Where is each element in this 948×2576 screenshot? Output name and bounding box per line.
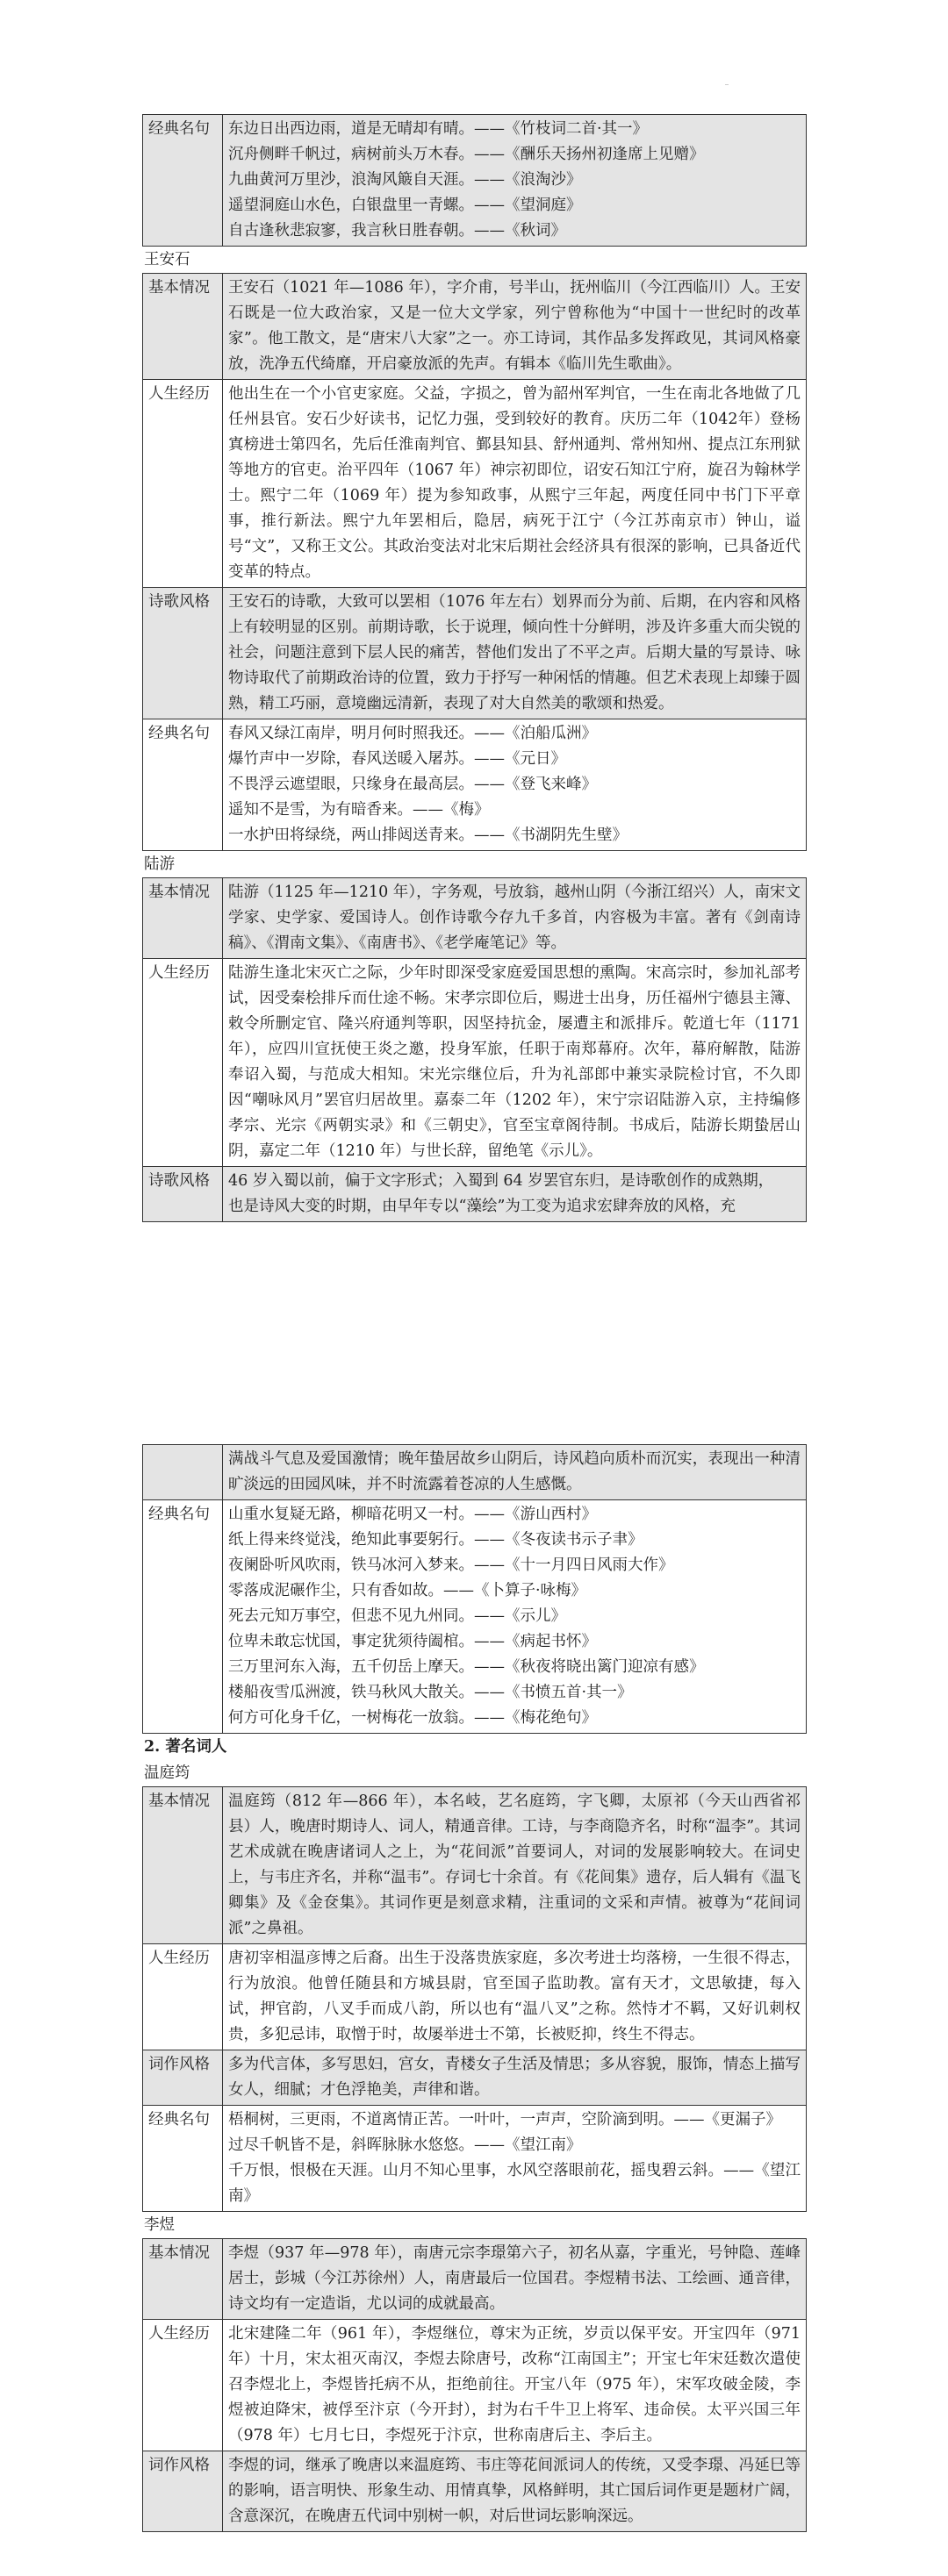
classic-line: 自古逢秋悲寂寥，我言秋日胜春朝。——《秋词》 xyxy=(228,222,566,240)
classic-line: 春风又绿江南岸，明月何时照我还。——《泊船瓜洲》 xyxy=(228,725,597,742)
table-row xyxy=(143,1445,807,1500)
page-mark xyxy=(725,84,729,85)
row-label: 基本情况 xyxy=(143,274,223,380)
classic-line: 遥知不是雪，为有暗香来。——《梅》 xyxy=(228,801,490,819)
document-page-2 xyxy=(0,1288,948,2576)
row-label: 基本情况 xyxy=(143,2239,223,2320)
row-text: 王安石（1021 年—1086 年），字介甫，号半山，抚州临川（今江西临川）人。王安石既是一位大政治家，又是一位大文学家，列宁曾称他为“中国十一世纪时的改革家”。他工散文，是“唐宋八大家”之一。亦工诗词，其作品多发挥政见，其词风格豪放，洗净五代绮靡，开启豪放派的先声。有辑本《临川先生歌曲》。 xyxy=(223,274,807,380)
page-2-content xyxy=(142,1444,807,2532)
row-label: 人生经历 xyxy=(143,380,223,588)
table-row xyxy=(143,959,807,1167)
table-row xyxy=(143,115,807,247)
classic-line: 位卑未敢忘忧国，事定犹须待阖棺。——《病起书怀》 xyxy=(228,1633,597,1650)
table-row xyxy=(143,588,807,719)
row-label: 词作风格 xyxy=(143,2451,223,2532)
classic-line: 纸上得来终觉浅，绝知此事要躬行。——《冬夜读书示子聿》 xyxy=(228,1531,643,1549)
text-line: 也是诗风大变的时期，由早年专以“藻绘”为工变为追求宏肆奔放的风格，充 xyxy=(228,1198,736,1215)
table-row xyxy=(143,2106,807,2212)
table-row xyxy=(143,719,807,851)
classic-lines xyxy=(223,115,807,247)
table-row xyxy=(143,1167,807,1222)
table-row xyxy=(143,2050,807,2106)
table-row xyxy=(143,380,807,588)
table-row xyxy=(143,2451,807,2532)
lu-you-table-continued xyxy=(142,1444,807,1734)
row-label: 经典名句 xyxy=(143,1500,223,1734)
wang-anshi-table xyxy=(142,273,807,851)
lu-you-table xyxy=(142,877,807,1222)
table-row xyxy=(143,1944,807,2050)
page-1-content xyxy=(142,114,807,1222)
classic-line: 梧桐树，三更雨，不道离情正苦。一叶叶，一声声，空阶滴到明。——《更漏子》 xyxy=(228,2111,781,2129)
classic-lines xyxy=(223,1167,807,1222)
table-row xyxy=(143,2320,807,2451)
person-heading-wang-anshi: 王安石 xyxy=(144,251,190,268)
row-label: 人生经历 xyxy=(143,1944,223,2050)
row-text: 多为代言体，多写思妇，宫女，青楼女子生活及情思；多从容貌，服饰，情态上描写女人，细腻；才色浮艳美，声律和谐。 xyxy=(223,2050,807,2106)
row-text: 陆游生逢北宋灭亡之际，少年时即深受家庭爱国思想的熏陶。宋高宗时，参加礼部考试，因受秦桧排斥而仕途不畅。宋孝宗即位后，赐进士出身，历任福州宁德县主簿、敕令所删定官、隆兴府通判等职，因坚持抗金，屡遭主和派排斥。乾道七年（1171 年），应四川宣抚使王炎之邀，投身军旅，任职于南郑幕府。次年，幕府解散，陆游奉诏入蜀，与范成大相知。宋光宗继位后，升为礼部郎中兼实录院检讨官，不久即因“嘲咏风月”罢官归居故里。嘉泰二年（1202 年），宋宁宗诏陆游入京，主持编修孝宗、光宗《两朝实录》和《三朝史》，官至宝章阁待制。书成后，陆游长期蛰居山阴，嘉定二年（1210 年）与世长辞，留绝笔《示儿》。 xyxy=(223,959,807,1167)
row-text: 王安石的诗歌，大致可以罢相（1076 年左右）划界而分为前、后期，在内容和风格上有较明显的区别。前期诗歌，长于说理，倾向性十分鲜明，涉及许多重大而尖锐的社会，问题注意到下层人民的痛苦，替他们发出了不平之声。后期大量的写景诗、咏物诗取代了前期政治诗的位置，致力于抒写一种闲恬的情趣。但艺术表现上却臻于圆熟，精工巧丽，意境幽远清新，表现了对大自然美的歌颂和热爱。 xyxy=(223,588,807,719)
classic-line: 夜阑卧听风吹雨，铁马冰河入梦来。——《十一月四日风雨大作》 xyxy=(228,1556,674,1574)
row-text: 满战斗气息及爱国激情；晚年蛰居故乡山阴后，诗风趋向质朴而沉实，表现出一种清旷淡远的田园风味，并不时流露着苍凉的人生感慨。 xyxy=(223,1445,807,1500)
row-label: 经典名句 xyxy=(143,719,223,851)
classic-line: 何方可化身千亿，一树梅花一放翁。——《梅花绝句》 xyxy=(228,1709,597,1727)
classic-line: 楼船夜雪瓜洲渡，铁马秋风大散关。——《书愤五首·其一》 xyxy=(228,1684,633,1701)
row-label: 诗歌风格 xyxy=(143,588,223,719)
row-text: 北宋建隆二年（961 年），李煜继位，尊宋为正统，岁贡以保平安。开宝四年（971 年）十月，宋太祖灭南汉，李煜去除唐号，改称“江南国主”；开宝七年宋廷数次遣使召李煜北上，李煜皆托病不从，拒绝前往。开宝八年（975 年），宋军攻破金陵，李煜被迫降宋，被俘至汴京（今开封），封为右千牛卫上将军、违命侯。太平兴国三年（978 年）七月七日，李煜死于汴京，世称南唐后主、李后主。 xyxy=(223,2320,807,2451)
classic-line: 东边日出西边雨，道是无晴却有晴。——《竹枝词二首·其一》 xyxy=(228,120,649,138)
classic-line: 死去元知万事空，但悲不见九州同。——《示儿》 xyxy=(228,1607,566,1625)
row-label: 人生经历 xyxy=(143,2320,223,2451)
text-line: 46 岁入蜀以前，偏于文字形式；入蜀到 64 岁罢官东归，是诗歌创作的成熟期， xyxy=(228,1172,774,1190)
classic-lines xyxy=(223,719,807,851)
classic-line: 零落成泥碾作尘，只有香如故。——《卜算子·咏梅》 xyxy=(228,1582,587,1599)
table-row xyxy=(143,1787,807,1944)
row-label: 诗歌风格 xyxy=(143,1167,223,1222)
classic-line: 三万里河东入海，五千仞岳上摩天。——《秋夜将晓出篱门迎凉有感》 xyxy=(228,1658,705,1676)
section-title-famous-ci-poets: 2. 著名词人 xyxy=(144,1738,227,1756)
row-label: 经典名句 xyxy=(143,2106,223,2212)
classic-line: 爆竹声中一岁除，春风送暖入屠苏。——《元日》 xyxy=(228,750,566,768)
classic-line: 九曲黄河万里沙，浪淘风簸自天涯。——《浪淘沙》 xyxy=(228,171,582,189)
classic-line: 山重水复疑无路，柳暗花明又一村。——《游山西村》 xyxy=(228,1506,597,1523)
su-shi-table-continued xyxy=(142,114,807,247)
row-text: 李煜（937 年—978 年），南唐元宗李璟第六子，初名从嘉，字重光，号钟隐、莲峰居士，彭城（今江苏徐州）人，南唐最后一位国君。李煜精书法、工绘画、通音律，诗文均有一定造诣，尤以词的成就最高。 xyxy=(223,2239,807,2320)
table-row xyxy=(143,878,807,959)
row-text: 他出生在一个小官吏家庭。父益，字损之，曾为韶州军判官，一生在南北各地做了几任州县官。安石少好读书，记忆力强，受到较好的教育。庆历二年（1042年）登杨寘榜进士第四名，先后任淮南判官、鄞县知县、舒州通判、常州知州、提点江东刑狱等地方的官吏。治平四年（1067 年）神宗初即位，诏安石知江宁府，旋召为翰林学士。熙宁二年（1069 年）提为参知政事，从熙宁三年起，两度任同中书门下平章事，推行新法。熙宁九年罢相后，隐居，病死于江宁（今江苏南京市）钟山，谥号“文”，又称王文公。其政治变法对北宋后期社会经济具有很深的影响，已具备近代变革的特点。 xyxy=(223,380,807,588)
person-heading-wen-tingyun: 温庭筠 xyxy=(144,1764,190,1782)
wen-tingyun-table xyxy=(142,1786,807,2212)
person-heading-lu-you: 陆游 xyxy=(144,855,175,873)
row-label: 词作风格 xyxy=(143,2050,223,2106)
row-text: 李煜的词，继承了晚唐以来温庭筠、韦庄等花间派词人的传统，又受李璟、冯延巳等的影响，语言明快、形象生动、用情真挚，风格鲜明，其亡国后词作更是题材广阔，含意深沉，在晚唐五代词中别树一帜，对后世词坛影响深远。 xyxy=(223,2451,807,2532)
row-text: 陆游（1125 年—1210 年），字务观，号放翁，越州山阴（今浙江绍兴）人，南宋文学家、史学家、爱国诗人。创作诗歌今存九千多首，内容极为丰富。著有《剑南诗稿》、《渭南文集》、《南唐书》、《老学庵笔记》等。 xyxy=(223,878,807,959)
classic-line: 不畏浮云遮望眼，只缘身在最高层。——《登飞来峰》 xyxy=(228,776,597,793)
classic-lines xyxy=(223,1500,807,1734)
row-label: 基本情况 xyxy=(143,1787,223,1944)
table-row xyxy=(143,1500,807,1734)
classic-line: 遥望洞庭山水色，白银盘里一青螺。——《望洞庭》 xyxy=(228,197,582,214)
li-yu-table xyxy=(142,2238,807,2532)
row-label: 经典名句 xyxy=(143,115,223,247)
classic-line: 一水护田将绿绕，两山排闼送青来。——《书湖阴先生壁》 xyxy=(228,826,628,844)
row-label-empty xyxy=(143,1445,223,1500)
classic-line: 千万恨，恨极在天涯。山月不知心里事，水风空落眼前花，摇曳碧云斜。——《望江南》 xyxy=(228,2162,801,2205)
row-label: 人生经历 xyxy=(143,959,223,1167)
classic-line: 沉舟侧畔千帆过，病树前头万木春。——《酬乐天扬州初逢席上见赠》 xyxy=(228,146,705,163)
table-row xyxy=(143,2239,807,2320)
row-text: 唐初宰相温彦博之后裔。出生于没落贵族家庭，多次考进士均落榜，一生很不得志，行为放浪。他曾任随县和方城县尉，官至国子监助教。富有天才，文思敏捷，每入试，押官韵，八叉手而成八韵，所以也有“温八叉”之称。然恃才不羁，又好讥刺权贵，多犯忌讳，取憎于时，故屡举进士不第，长被贬抑，终生不得志。 xyxy=(223,1944,807,2050)
classic-line: 过尽千帆皆不是，斜晖脉脉水悠悠。——《望江南》 xyxy=(228,2136,582,2154)
person-heading-li-yu: 李煜 xyxy=(144,2216,175,2234)
row-label: 基本情况 xyxy=(143,878,223,959)
table-row xyxy=(143,274,807,380)
row-text: 温庭筠（812 年—866 年），本名岐，艺名庭筠，字飞卿，太原祁（今天山西省祁县）人，晚唐时期诗人、词人，精通音律。工诗，与李商隐齐名，时称“温李”。其词艺术成就在晚唐诸词人之上，为“花间派”首要词人，对词的发展影响较大。在词史上，与韦庄齐名，并称“温韦”。存词七十余首。有《花间集》遗存，后人辑有《温飞卿集》及《金奁集》。其词作更是刻意求精，注重词的文采和声情。被尊为“花间词派”之鼻祖。 xyxy=(223,1787,807,1944)
classic-lines xyxy=(223,2106,807,2212)
